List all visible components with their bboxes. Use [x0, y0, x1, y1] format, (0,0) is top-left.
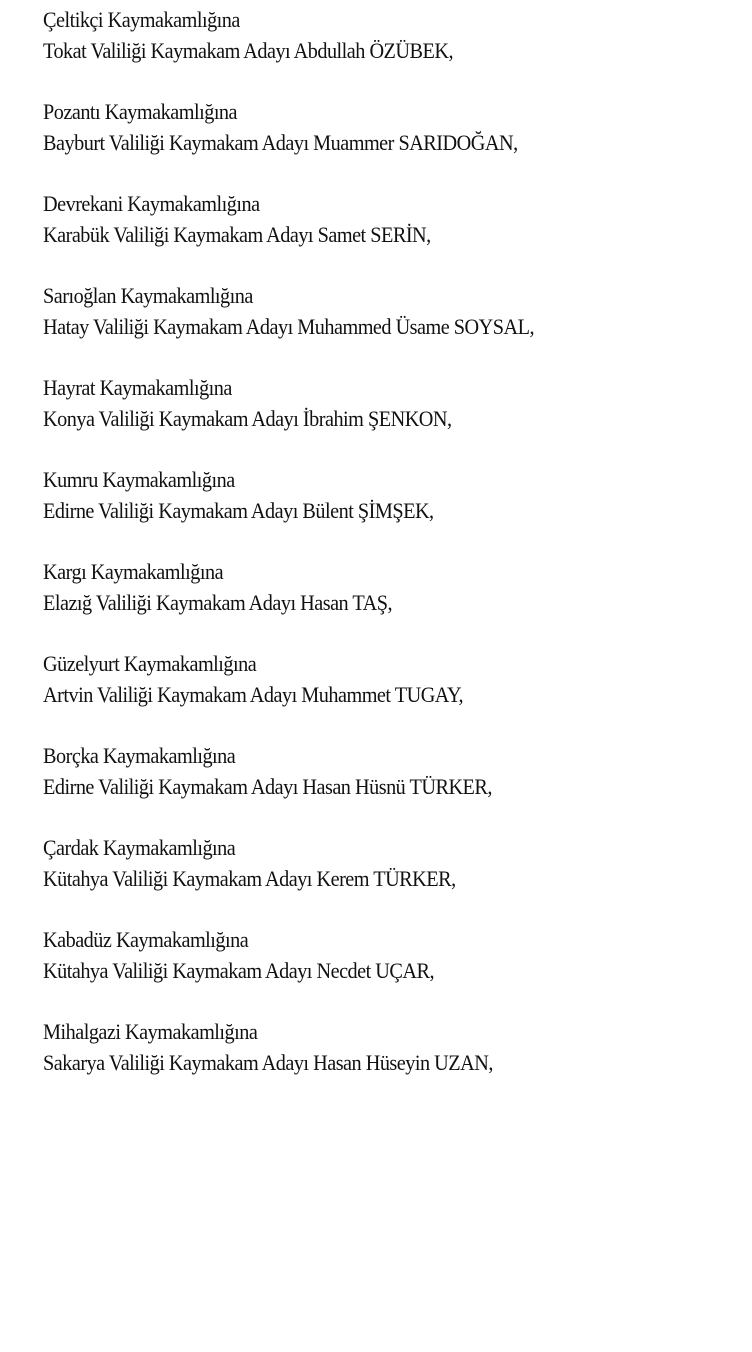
- appointment-entry: [43, 556, 733, 648]
- appointment-entry: [43, 648, 733, 740]
- appointment-entry: [43, 188, 733, 280]
- candidate-line: Kütahya Valiliği Kaymakam Adayı Necdet UÇAR,: [43, 958, 435, 983]
- appointment-entry: [43, 924, 733, 1016]
- office-line: Mihalgazi Kaymakamlığına: [43, 1019, 258, 1044]
- candidate-line: Bayburt Valiliği Kaymakam Adayı Muammer SARIDOĞAN,: [43, 130, 518, 155]
- candidate-line: Edirne Valiliği Kaymakam Adayı Hasan Hüsnü TÜRKER,: [43, 774, 492, 799]
- appointment-entry: [43, 4, 733, 96]
- office-line: Pozantı Kaymakamlığına: [43, 99, 238, 124]
- office-line: Kumru Kaymakamlığına: [43, 467, 235, 492]
- office-line: Devrekani Kaymakamlığına: [43, 191, 260, 216]
- office-line: Kabadüz Kaymakamlığına: [43, 927, 249, 952]
- office-line: Sarıoğlan Kaymakamlığına: [43, 283, 253, 308]
- candidate-line: Tokat Valiliği Kaymakam Adayı Abdullah ÖZÜBEK,: [43, 38, 454, 63]
- office-line: Kargı Kaymakamlığına: [43, 559, 224, 584]
- appointment-entry: [43, 372, 733, 464]
- appointment-entry: [43, 96, 733, 188]
- office-line: Borçka Kaymakamlığına: [43, 743, 236, 768]
- candidate-line: Karabük Valiliği Kaymakam Adayı Samet SERİN,: [43, 222, 431, 247]
- appointment-entry: [43, 280, 733, 372]
- appointment-entry: [43, 740, 733, 832]
- office-line: Hayrat Kaymakamlığına: [43, 375, 232, 400]
- office-line: Çardak Kaymakamlığına: [43, 835, 236, 860]
- candidate-line: Sakarya Valiliği Kaymakam Adayı Hasan Hüseyin UZAN,: [43, 1050, 493, 1075]
- appointment-entry: [43, 1016, 733, 1108]
- office-line: Güzelyurt Kaymakamlığına: [43, 651, 257, 676]
- candidate-line: Konya Valiliği Kaymakam Adayı İbrahim ŞENKON,: [43, 406, 452, 431]
- appointment-entry: [43, 464, 733, 556]
- candidate-line: Edirne Valiliği Kaymakam Adayı Bülent ŞİMŞEK,: [43, 498, 434, 523]
- appointment-entry: [43, 832, 733, 924]
- office-line: Çeltikçi Kaymakamlığına: [43, 7, 240, 32]
- candidate-line: Artvin Valiliği Kaymakam Adayı Muhammet TUGAY,: [43, 682, 464, 707]
- candidate-line: Hatay Valiliği Kaymakam Adayı Muhammed Üsame SOYSAL,: [43, 314, 535, 339]
- candidate-line: Kütahya Valiliği Kaymakam Adayı Kerem TÜRKER,: [43, 866, 456, 891]
- appointment-list: [43, 4, 733, 1108]
- candidate-line: Elazığ Valiliği Kaymakam Adayı Hasan TAŞ,: [43, 590, 393, 615]
